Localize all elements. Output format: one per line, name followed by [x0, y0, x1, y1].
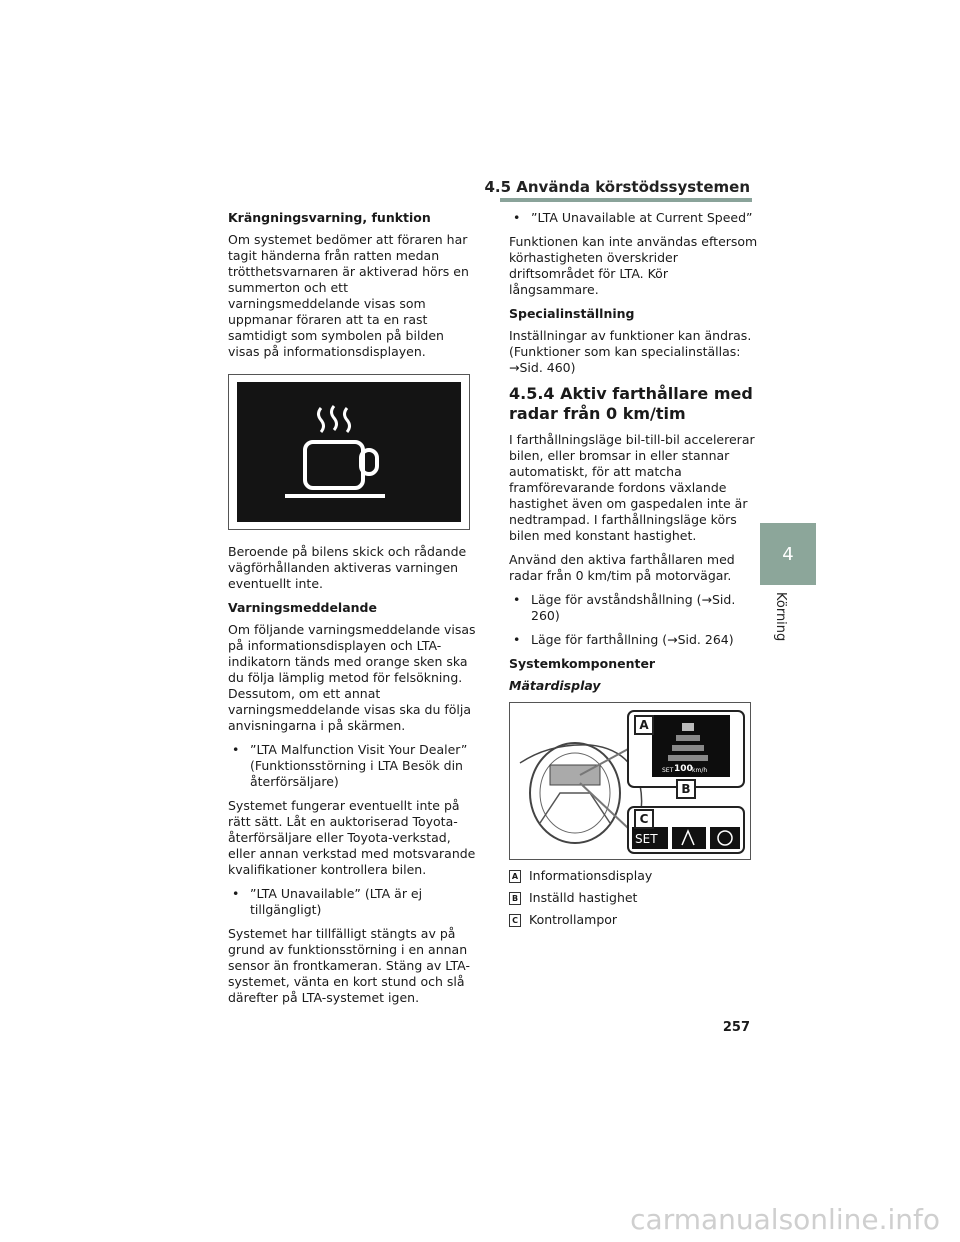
heading-krangningsvarning: Krängningsvarning, funktion — [228, 210, 431, 225]
legend-key: B — [509, 892, 521, 905]
right-column — [509, 210, 759, 934]
figure-label-a: A — [634, 715, 654, 735]
figure-label-c: C — [634, 809, 654, 829]
section-header-title: 4.5 Använda körstödssystemen — [484, 178, 750, 196]
coffee-cup-figure — [228, 374, 470, 530]
heading-systemkomponenter: Systemkomponenter — [509, 656, 656, 671]
legend-key: C — [509, 914, 521, 927]
legend-item — [509, 912, 759, 928]
legend-text: Kontrollampor — [529, 912, 618, 927]
legend-key: A — [509, 870, 521, 883]
bullet-marker: • — [513, 210, 521, 225]
list-item-text: Läge för avståndshållning (→Sid. 260) — [531, 592, 736, 623]
bullet-marker: • — [513, 592, 521, 607]
chapter-label: Körning — [773, 592, 788, 642]
figure-speed: 100 — [674, 764, 693, 774]
legend-item — [509, 890, 759, 906]
list-item — [228, 742, 478, 790]
paragraph: Systemet fungerar eventuellt inte på rätt sätt. Låt en auktoriserad Toyota-återförsäljare eller Toyota-verkstad, eller annan verkstad med motsvarande kvalifikationer kontrollera bilen. — [228, 798, 476, 877]
figure-label-b: B — [676, 779, 696, 799]
list-item — [509, 632, 759, 648]
paragraph: I farthållningsläge bil-till-bil accelererar bilen, eller bromsar in eller stannar automatiskt, för att matcha framförevarande fordons växlande hastighet även om gaspedalen inte är nedtrampad. I farthållningsläge körs bilen med konstant hastighet. — [509, 432, 755, 543]
list-item — [228, 886, 478, 918]
heading-specialinstallning: Specialinställning — [509, 306, 635, 321]
bullet-marker: • — [232, 886, 240, 901]
heading-varningsmeddelande: Varningsmeddelande — [228, 600, 377, 615]
list-item — [509, 592, 759, 624]
paragraph: Inställningar av funktioner kan ändras. (Funktioner som kan specialinställas: →Sid. 460) — [509, 328, 752, 375]
list-item-text: ”LTA Unavailable at Current Speed” — [531, 210, 753, 225]
display-panel — [237, 382, 461, 522]
chapter-tab: 4 — [760, 523, 816, 585]
list-item — [509, 210, 759, 226]
left-column — [228, 210, 478, 1014]
page-number: 257 — [722, 1020, 750, 1035]
legend-text: Inställd hastighet — [529, 890, 638, 905]
list-item-text: Läge för farthållning (→Sid. 264) — [531, 632, 734, 647]
legend-item — [509, 868, 759, 884]
paragraph: Om systemet bedömer att föraren har tagit händerna från ratten medan trötthetsvarnaren är aktiverad hörs en summerton och ett varningsmeddelande visas som uppmanar föraren att ta en rast samtidigt som symbolen på bilden visas på informationsdisplayen. — [228, 232, 469, 359]
watermark: carmanualsonline.info — [630, 1203, 940, 1236]
legend-text: Informationsdisplay — [529, 868, 653, 883]
bullet-marker: • — [232, 742, 240, 757]
dashboard-illustration — [510, 703, 750, 859]
paragraph: Systemet har tillfälligt stängts av på grund av funktionsstörning i en annan sensor än frontkameran. Stäng av LTA-systemet, vänta en kort stund och slå därefter på LTA-systemet igen. — [228, 926, 470, 1005]
figure-unit: km/h — [692, 767, 708, 774]
meter-display-figure — [509, 702, 751, 860]
figure-set-small: SET — [662, 767, 674, 774]
subheading-matardisplay: Mätardisplay — [509, 678, 601, 693]
header-rule — [500, 198, 752, 202]
paragraph: Beroende på bilens skick och rådande vägförhållanden aktiveras varningen eventuellt inte. — [228, 544, 467, 591]
figure-set-indicator: SET — [635, 832, 658, 846]
paragraph: Om följande varningsmeddelande visas på informationsdisplayen och LTA-indikatorn tänds med orange sken ska du följa lämplig metod för felsökning. Dessutom, om ett annat varningsmeddelande visas ska du följa anvisningarna i på skärmen. — [228, 622, 476, 733]
list-item-text: ”LTA Unavailable” (LTA är ej tillgängligt) — [250, 886, 423, 917]
paragraph: Använd den aktiva farthållaren med radar från 0 km/tim på motorvägar. — [509, 552, 735, 583]
paragraph: Funktionen kan inte användas eftersom körhastigheten överskrider driftsområdet för LTA. Kör långsammare. — [509, 234, 758, 297]
bullet-marker: • — [513, 632, 521, 647]
coffee-cup-icon — [237, 382, 461, 522]
section-title: 4.5.4 Aktiv farthållare med radar från 0 km/tim — [509, 384, 753, 423]
list-item-text: ”LTA Malfunction Visit Your Dealer” (Funktionsstörning i LTA Besök din återförsäljare) — [250, 742, 468, 789]
